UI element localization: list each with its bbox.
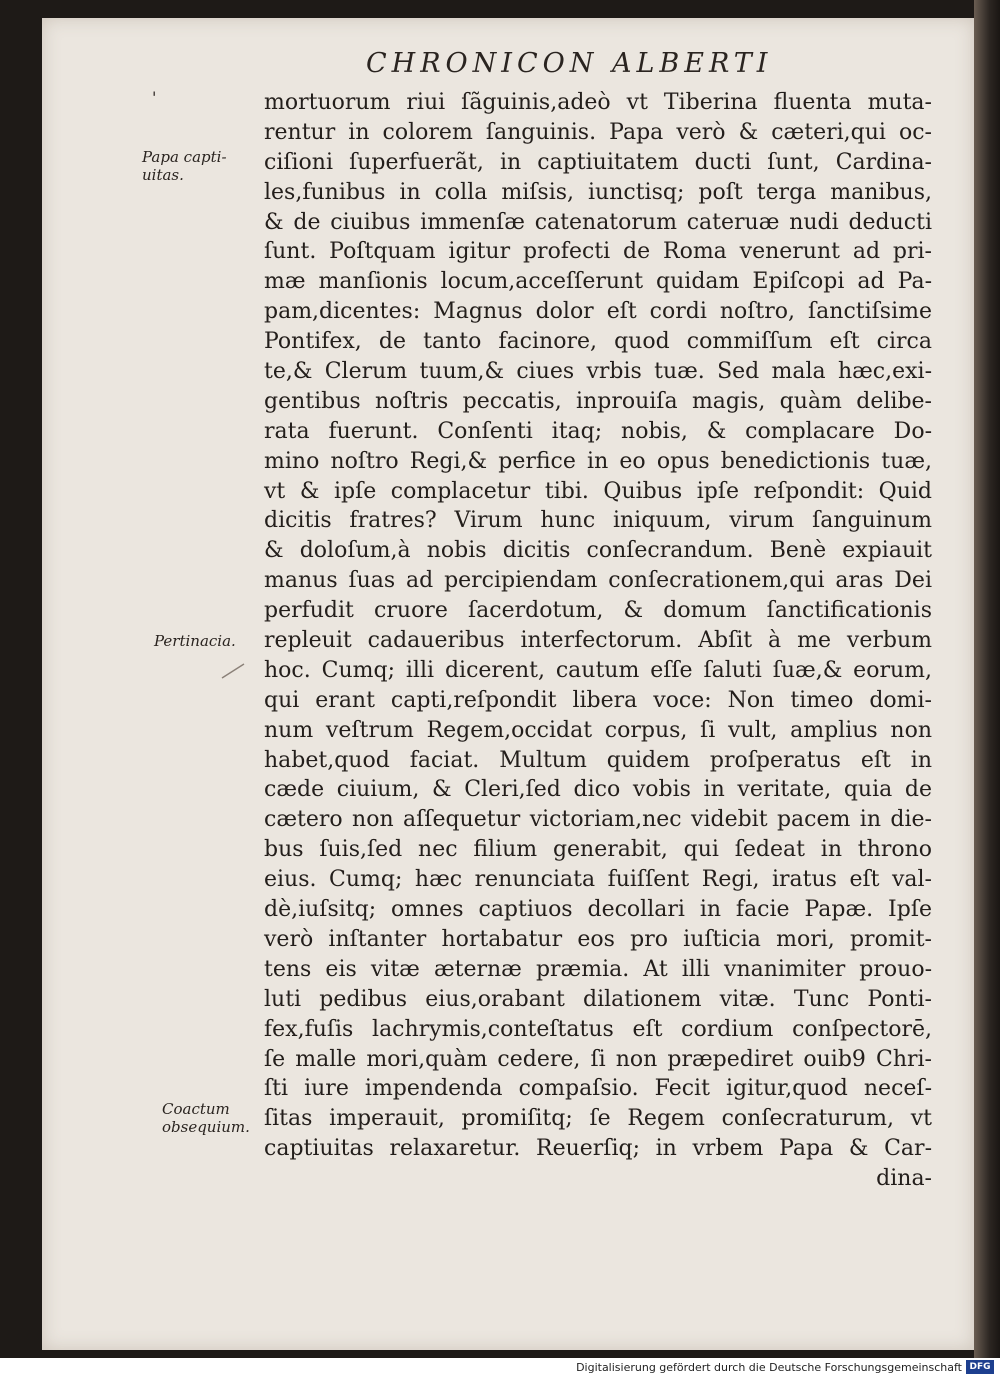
text-line: ſunt. Poſtquam igitur profecti de Roma venerunt ad pri- [264,239,932,265]
text-line: num veſtrum Regem,occidat corpus, ſi vult, amplius non [264,717,932,743]
text-line: habet,quod faciat. Multum quidem proſperatus eſt in [264,747,932,773]
text-line: captiuitas relaxaretur. Reuerſiq; in vrbem Papa & Car- [264,1136,932,1162]
text-line: bus ſuis,ſed nec filium generabit, qui ſedeat in throno [264,837,932,863]
text-line: ciſioni ſuperfuerãt, in captiuitatem ducti ſunt, Cardina- [264,149,932,175]
text-line: pam,dicentes: Magnus dolor eſt cordi noſtro, ſanctiſsime [264,299,932,325]
margin-note-coactum-obsequium: Coactum obsequium. [162,1100,250,1136]
text-line: fex,fuſis lachrymis,conteſtatus eſt cordium conſpectorē, [264,1016,932,1042]
text-line: mino noſtro Regi,& perfice in eo opus benedictionis tuæ, [264,448,932,474]
text-line: rentur in colorem ſanguinis. Papa verò & cæteri,qui oc- [264,119,932,145]
text-line: te,& Clerum tuum,& ciues vrbis tuæ. Sed mala hæc,exi- [264,359,932,385]
text-line: mortuorum riui ſãguinis,adeò vt Tiberina fluenta muta- [264,90,932,115]
pencil-stroke-mark [220,662,246,680]
text-line: dicitis fratres? Virum hunc iniquum, virum ſanguinum [264,508,932,534]
text-line: & doloſum,à nobis dicitis conſecrandum. Benè expiauit [264,538,932,564]
page-edge-shadow [974,0,1000,1358]
margin-note-papa-captiuitas: Papa capti- uitas. [142,148,227,184]
text-line: ſe malle mori,quàm cedere, ſi non præpediret ouib9 Chri- [264,1046,932,1072]
catchword: dina- [876,1166,932,1192]
text-line: perfudit cruore ſacerdotum, & domum ſanctificationis [264,598,932,624]
text-line: manus ſuas ad percipiendam conſecrationem,qui aras Dei [264,568,932,594]
text-line: ſitas imperauit, promiſitq; ſe Regem conſecraturum, vt [264,1106,932,1132]
text-line: rata fuerunt. Conſenti itaq; nobis, & complacare Do- [264,418,932,444]
text-line: eius. Cumq; hæc renunciata fuiſſent Regi, iratus eſt val- [264,867,932,893]
text-line: cæde ciuium, & Cleri,ſed dico vobis in veritate, quia de [264,777,932,803]
text-line: tens eis vitæ æternæ præmia. At illi vnanimiter prouo- [264,956,932,982]
text-line: dè,iuſsitq; omnes captiuos decollari in facie Papæ. Ipſe [264,897,932,923]
ink-dot: ' [152,88,157,107]
text-line: les,funibus in colla miſsis, iunctisq; poſt terga manibus, [264,179,932,205]
dfg-logo[interactable]: DFG [966,1360,994,1374]
running-head: CHRONICON ALBERTI [366,48,773,79]
text-line: cætero non aſſequetur victoriam,nec videbit pacem in die- [264,807,932,833]
text-line: luti pedibus eius,orabant dilationem vitæ. Tunc Ponti- [264,986,932,1012]
text-line: Pontifex, de tanto facinore, quod commiſſum eſt circa [264,329,932,355]
main-text-block [264,88,932,1194]
text-line: hoc. Cumq; illi dicerent, cautum eſſe ſaluti ſuæ,& eorum, [264,657,932,683]
text-line: vt & ipſe complacetur tibi. Quibus ipſe reſpondit: Quid [264,478,932,504]
margin-note-pertinacia: Pertinacia. [154,632,236,650]
footer-credit: Digitalisierung gefördert durch die Deutsche Forschungsgemeinschaft [576,1361,962,1374]
text-line: & de ciuibus immenſæ catenatorum cateruæ nudi deducti [264,209,932,235]
text-line: mæ manſionis locum,acceſſerunt quidam Epiſcopi ad Pa- [264,269,932,295]
text-line: ſti iure impendenda compaſsio. Fecit igitur,quod neceſ- [264,1076,932,1102]
text-line: gentibus noſtris peccatis, inprouiſa magis, quàm delibe- [264,388,932,414]
text-line: repleuit cadaueribus interfectorum. Abſit à me verbum [264,628,932,654]
text-line: qui erant capti,reſpondit libera voce: Non timeo domi- [264,687,932,713]
text-line: verò inſtanter hortabatur eos pro iuſticia mori, promit- [264,926,932,952]
